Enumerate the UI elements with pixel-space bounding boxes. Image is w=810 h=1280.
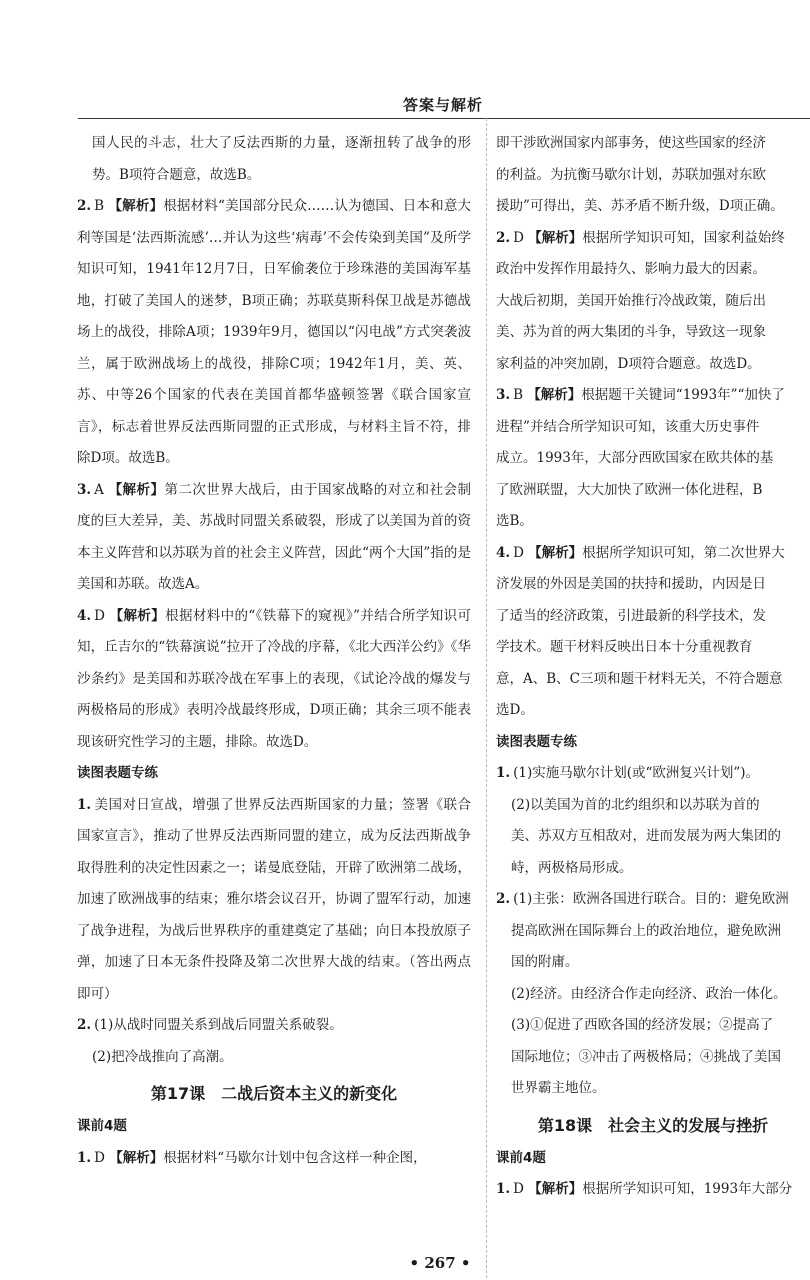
text-line <box>496 380 810 412</box>
analysis-tag: 【解析】 <box>527 387 582 403</box>
answer-letter: D <box>513 544 524 561</box>
answer-letter: B <box>513 387 524 403</box>
text-line: 大战后初期，美国开始推行冷战政策，随后出 <box>496 292 766 309</box>
text-line: 的利益。为抗衡马歇尔计划，苏联加强对东欧 <box>496 166 766 183</box>
left-intro-paragraph: 国人民的斗志，壮大了反法西斯的力量，逐渐扭转了战争的形势。B项符合题意，故选B。 <box>92 135 471 183</box>
answer-letter: D <box>94 607 105 624</box>
item-number: 1. <box>77 1149 92 1166</box>
section-title-pre-class: 课前4题 <box>496 1149 546 1166</box>
chart-practice-item-2 <box>77 1010 471 1042</box>
item-number: 2. <box>496 891 511 907</box>
text-line: (2)经济。由经济合作走向经济、政治一体化。 <box>511 985 787 1002</box>
right-pre-class-item-1 <box>496 1174 810 1206</box>
analysis-tag: 【解析】 <box>528 1181 583 1197</box>
text-line: 意，A、B、C三项和题干材料无关，不符合题意 <box>496 670 783 687</box>
right-intro-paragraph <box>496 128 810 223</box>
right-answer-item-4 <box>496 538 810 727</box>
text-line: 援助”可得出，美、苏矛盾不断升级，D项正确。 <box>496 198 784 214</box>
text-line: 选B。 <box>496 513 533 529</box>
analysis-tag: 【解析】 <box>109 607 166 624</box>
section-title-chart-practice: 读图表题专练 <box>496 733 577 750</box>
analysis-tag: 【解析】 <box>108 198 164 214</box>
answer-letter: B <box>94 198 105 214</box>
text-line: 即干涉欧洲国家内部事务，使这些国家的经济 <box>496 135 766 151</box>
text-line <box>496 884 810 916</box>
left-answer-item-3 <box>77 475 471 601</box>
item-text: (1)实施马歇尔计划(或“欧洲复兴计划”)。 <box>513 765 760 781</box>
text-line: 峙，两极格局形成。 <box>511 859 633 876</box>
item-number: 3. <box>77 481 92 498</box>
lesson-title-18: 第18课 社会主义的发展与挫折 <box>537 1115 769 1135</box>
text-line: (2)以美国为首的北约组织和以苏联为首的 <box>511 796 760 813</box>
answer-letter: D <box>513 1181 524 1197</box>
analysis-text: 根据题干关键词“1993年”“加快了 <box>581 387 785 403</box>
item-number: 2. <box>77 1017 92 1033</box>
text-line: 济发展的外因是美国的扶持和援助，内因是日 <box>496 576 766 592</box>
text-line: 国际地位；③冲击了两极格局；④挑战了美国 <box>511 1048 781 1065</box>
item-number: 1. <box>77 796 92 813</box>
text-line: 成立。1993年，大部分西欧国家在欧共体的基 <box>496 450 774 466</box>
text-line: 提高欧洲在国际舞台上的政治地位，避免欧洲 <box>511 922 781 939</box>
left-answer-item-2 <box>77 191 471 475</box>
analysis-text: 根据材料“马歇尔计划中包含这样一种企图， <box>163 1149 427 1166</box>
item-text: (1)从战时同盟关系到战后同盟关系破裂。 <box>94 1017 343 1033</box>
answer-letter: A <box>94 481 104 498</box>
item-number: 4. <box>77 607 92 624</box>
right-answer-item-2 <box>496 223 810 381</box>
item-number: 1. <box>496 765 511 781</box>
answer-letter: D <box>513 229 524 246</box>
item-number: 2. <box>77 198 92 214</box>
text-line: 美、苏双方互相敌对，进而发展为两大集团的 <box>511 828 781 844</box>
analysis-text: 根据所学知识可知，第二次世界大 <box>582 544 785 561</box>
text-line <box>496 223 810 255</box>
text-line: 进程”并结合所学知识可知，该重大历史事件 <box>496 418 760 435</box>
text-line: 家利益的冲突加剧，D项符合题意。故选D。 <box>496 355 761 372</box>
analysis-tag: 【解析】 <box>528 544 583 561</box>
text-line <box>496 1174 810 1206</box>
answer-letter: D <box>94 1149 105 1166</box>
text-line: 政治中发挥作用最持久、影响力最大的因素。 <box>496 261 766 277</box>
text-line: 选D。 <box>496 702 534 718</box>
pre-class-item-1 <box>77 1143 471 1175</box>
item-number: 3. <box>496 387 511 403</box>
header-rule <box>78 118 810 119</box>
analysis-tag: 【解析】 <box>108 481 165 498</box>
text-line: 美、苏为首的两大集团的斗争，导致这一现象 <box>496 324 766 340</box>
page-header <box>78 90 810 120</box>
page-number: • 267 • <box>409 1254 471 1272</box>
item-number: 4. <box>496 544 511 561</box>
section-title-chart-practice: 读图表题专练 <box>77 765 158 781</box>
analysis-text: 根据材料“美国部分民众……认为德国、日本和意大利等国是‘法西斯流感’…并认为这些‘病毒’不会传染到美国”及所学知识可知，1941年12月7日，日军偷袭位于珍珠港的美国海军基地，打破了美国人的迷梦，B项正确；苏联莫斯科保卫战是苏德战场上的战役，排除A项；1939年9月，德国以“闪电战”方式突袭波兰，属于欧洲战场上的战役，排除C项；1942年1月，美、英、苏、中等26个国家的代表在美国首都华盛顿签署《联合国家宣言》，标志着世界反法西斯同盟的正式形成，与材料主旨不符，排除D项。故选B。 <box>77 198 471 466</box>
lesson-title-17: 第17课 二战后资本主义的新变化 <box>150 1084 398 1103</box>
analysis-text: 第二次世界大战后，由于国家战略的对立和社会制度的巨大差异，美、苏战时同盟关系破裂，形成了以美国为首的资本主义阵营和以苏联为首的社会主义阵营，因此“两个大国”指的是美国和苏联。故选A。 <box>77 481 471 592</box>
text-line <box>496 758 810 790</box>
text-line: 了欧洲联盟，大大加快了欧洲一体化进程，B <box>496 481 763 498</box>
item-text: 美国对日宣战，增强了世界反法西斯国家的力量；签署《联合国家宣言》，推动了世界反法西斯同盟的建立，成为反法西斯战争取得胜利的决定性因素之一；诺曼底登陆，开辟了欧洲第二战场，加速了欧洲战事的结束；雅尔塔会议召开，协调了盟军行动，加速了战争进程，为战后世界秩序的重建奠定了基础；向日本投放原子弹，加速了日本无条件投降及第二次世界大战的结束。（答出两点即可） <box>77 796 471 1002</box>
text-line: (3)①促进了西欧各国的经济发展；②提高了 <box>511 1017 774 1033</box>
right-answer-item-3 <box>496 380 810 538</box>
analysis-text: 根据所学知识可知，国家利益始终 <box>582 229 785 246</box>
chart-practice-item-1 <box>77 790 471 1011</box>
left-answer-item-4 <box>77 601 471 759</box>
analysis-tag: 【解析】 <box>528 229 583 246</box>
text-line: 国的附庸。 <box>511 954 579 970</box>
item-number: 1. <box>496 1181 511 1197</box>
analysis-text: 根据所学知识可知，1993年大部分 <box>582 1181 793 1197</box>
header-title: 答案与解析 <box>402 96 483 114</box>
column-divider <box>486 118 487 1278</box>
text-line <box>496 538 810 570</box>
chart-practice-item-2-sub: (2)把冷战推向了高潮。 <box>92 1048 233 1065</box>
analysis-tag: 【解析】 <box>109 1149 164 1166</box>
text-line: 了适当的经济政策，引进最新的科学技术，发 <box>496 607 766 624</box>
right-column <box>496 128 810 1258</box>
analysis-text: 根据材料中的“《铁幕下的窥视》”并结合所学知识可知，丘吉尔的“铁幕演说”拉开了冷战的序幕，《北大西洋公约》《华沙条约》是美国和苏联冷战在军事上的表现，《试论冷战的爆发与两极格局的形成》表明冷战最终形成，D项正确；其余三项不能表现该研究性学习的主题，排除。故选D。 <box>77 607 471 750</box>
left-column <box>77 128 471 1258</box>
section-title-pre-class: 课前4题 <box>77 1118 127 1134</box>
text-line: 学技术。题干材料反映出日本十分重视教育 <box>496 639 753 655</box>
text-line: 世界霸主地位。 <box>511 1080 606 1096</box>
right-chart-practice <box>496 758 810 1105</box>
item-number: 2. <box>496 229 511 246</box>
item-text: (1)主张：欧洲各国进行联合。目的：避免欧洲 <box>513 891 789 907</box>
